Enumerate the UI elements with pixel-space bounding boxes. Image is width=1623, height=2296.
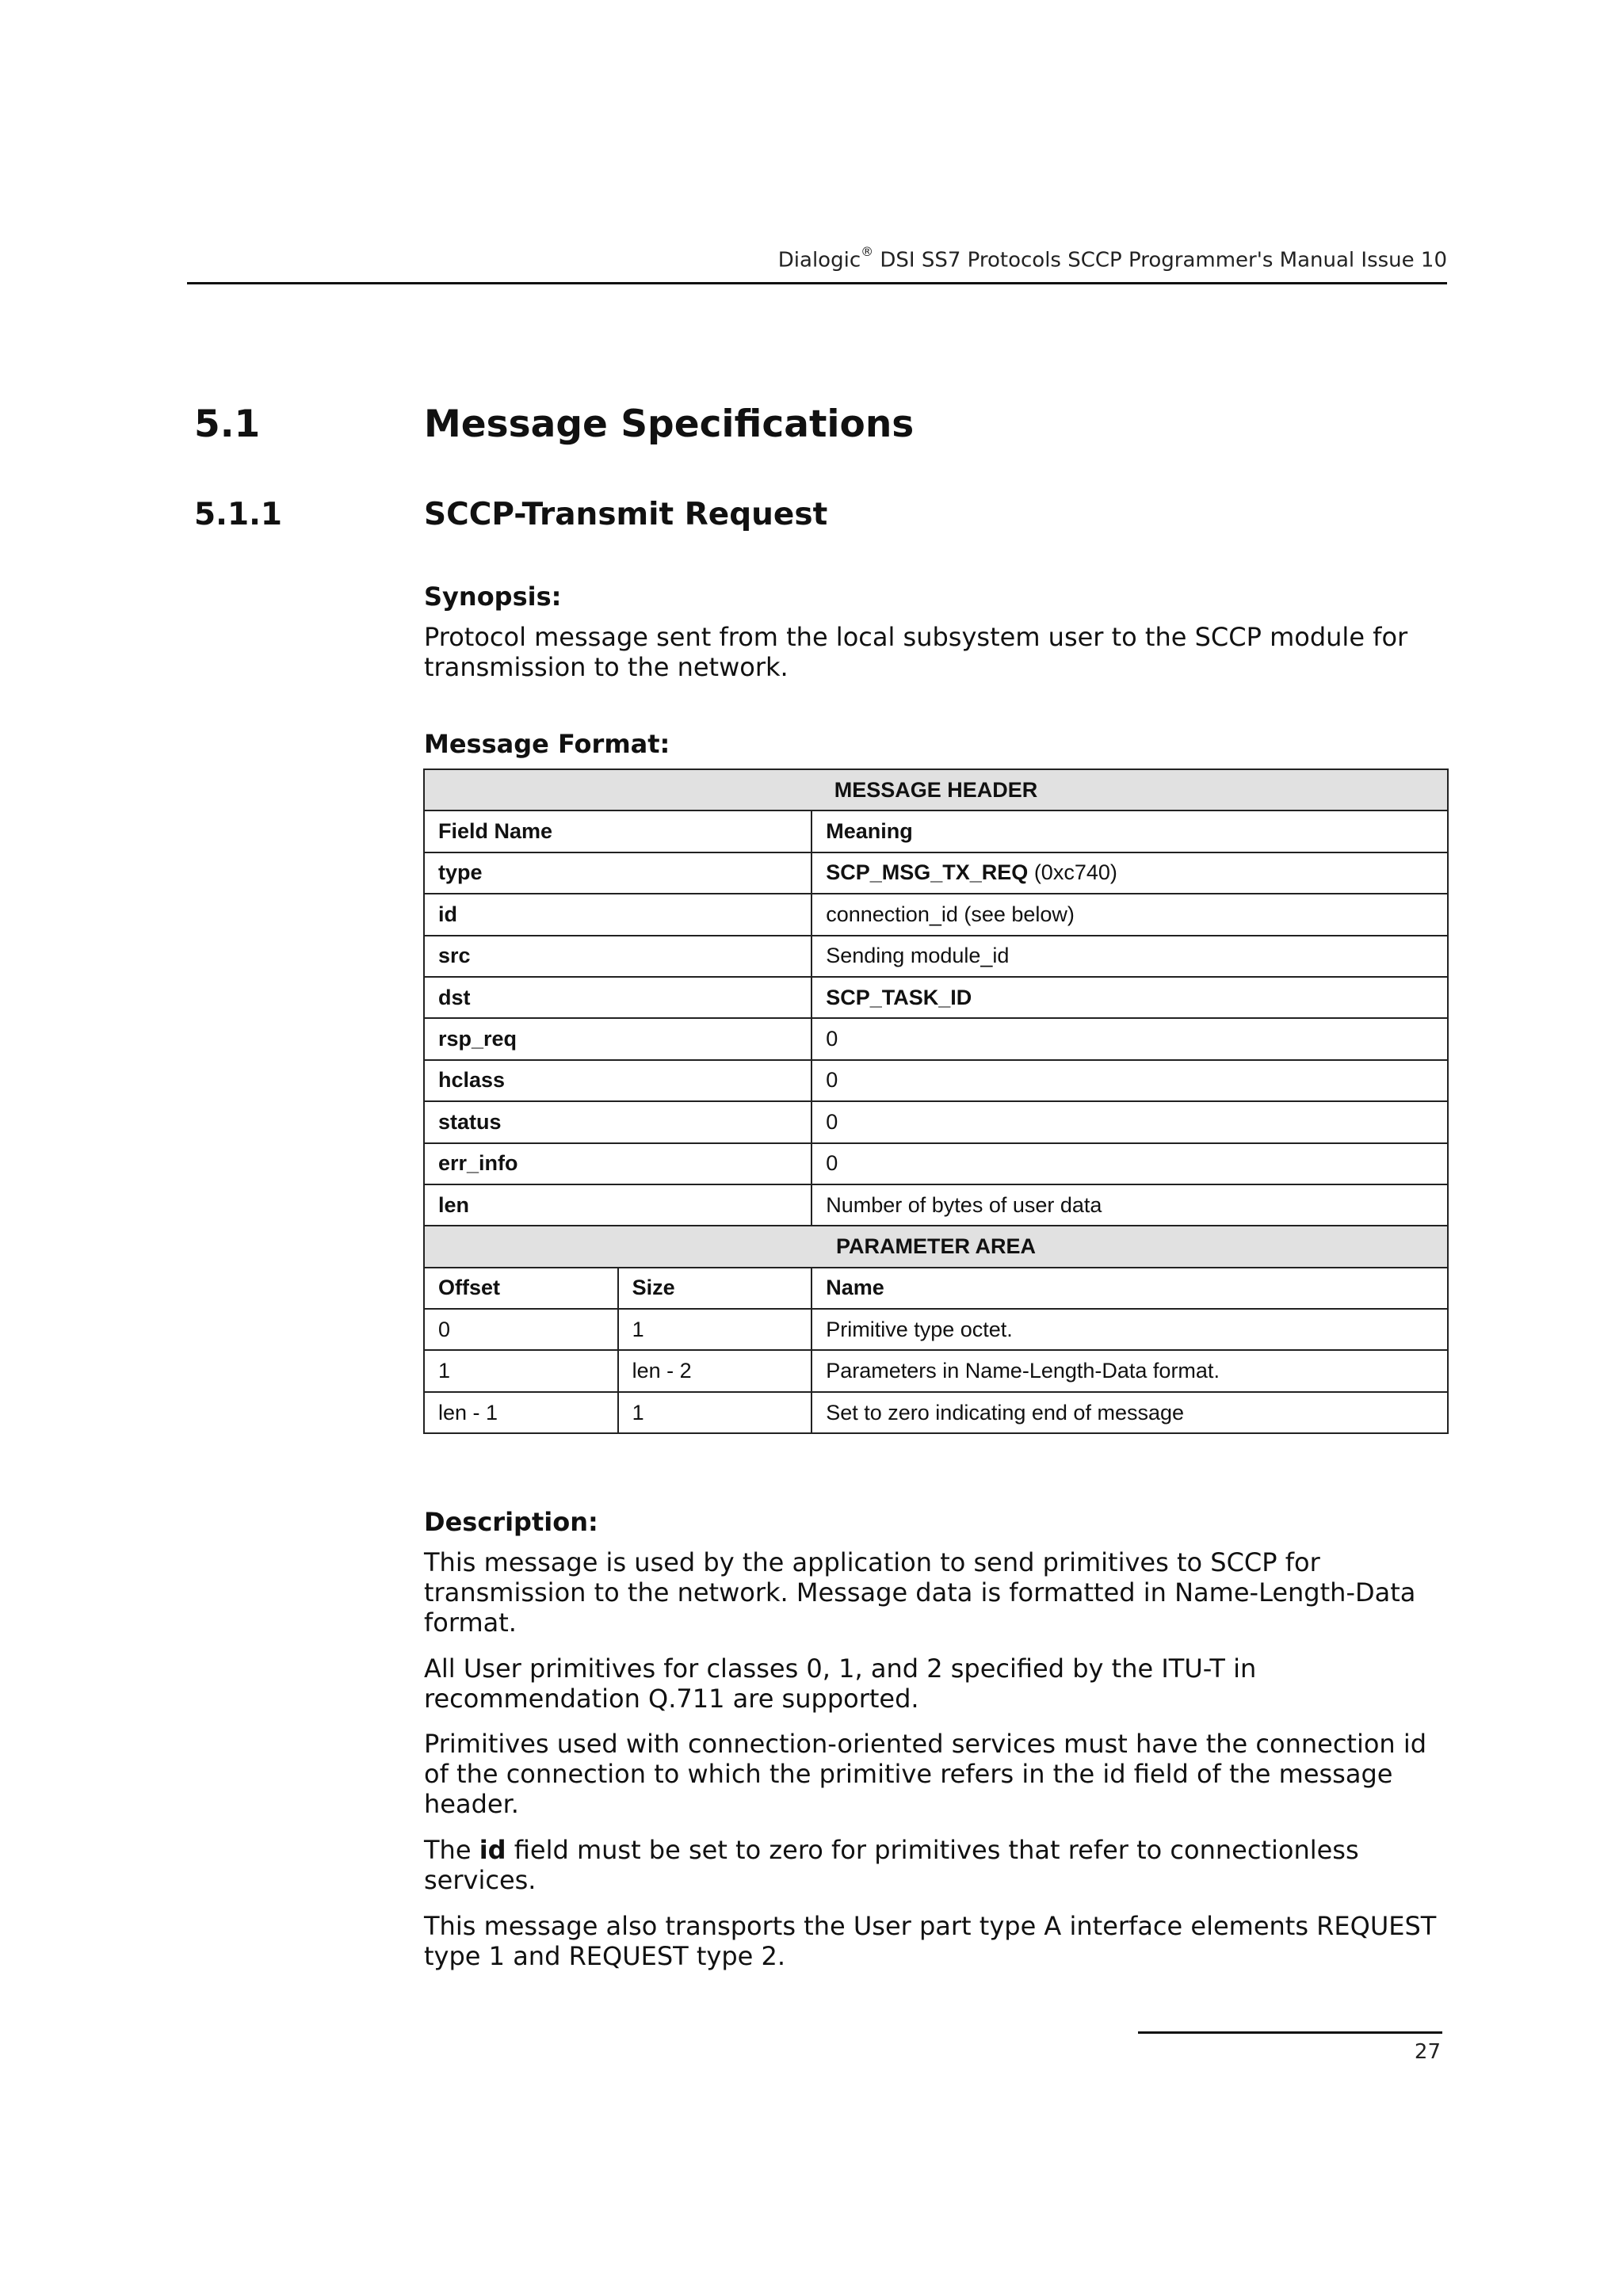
- description-paragraph-3: Primitives used with connection-oriented services must have the connection id of the connection to which the primitive refers in the id field of the message header.: [424, 1729, 1427, 1819]
- running-header: [777, 244, 1447, 273]
- table-row: [424, 1350, 1448, 1391]
- table-row: [424, 1184, 1448, 1226]
- p4-pre: The: [424, 1835, 479, 1865]
- meaning-bold: SCP_MSG_TX_REQ: [826, 860, 1029, 885]
- header-rule: [187, 282, 1447, 284]
- header-title-rest: DSI SS7 Protocols SCCP Programmer's Manual Issue 10: [873, 248, 1447, 273]
- name-cell: Set to zero indicating end of message: [812, 1392, 1448, 1433]
- field-name-cell: type: [424, 852, 812, 894]
- table-row: [424, 1060, 1448, 1101]
- table-row: [424, 894, 1448, 935]
- meaning-cell: [812, 1184, 1448, 1226]
- footer-rule: [1138, 2031, 1442, 2034]
- description-paragraph-2: All User primitives for classes 0, 1, and 2 specified by the ITU-T in recommendation Q.711 are supported.: [424, 1653, 1257, 1714]
- p4-post: field must be set to zero for primitives that refer to connectionless services.: [424, 1835, 1359, 1895]
- table-row: [424, 852, 1448, 894]
- table-row: [424, 936, 1448, 977]
- meaning-cell: [812, 1018, 1448, 1059]
- meaning-cell: [812, 1143, 1448, 1184]
- name-cell: Primitive type octet.: [812, 1309, 1448, 1350]
- table-row: [424, 977, 1448, 1018]
- meaning-cell: [812, 894, 1448, 935]
- offset-cell: len - 1: [424, 1392, 618, 1433]
- size-cell: 1: [618, 1309, 812, 1350]
- table-header-row: [424, 810, 1448, 852]
- table-row: [424, 1309, 1448, 1350]
- meaning-cell: [812, 977, 1448, 1018]
- page-number: 27: [1414, 2040, 1441, 2064]
- message-format-table: [423, 769, 1449, 1434]
- size-cell: len - 2: [618, 1350, 812, 1391]
- table-section-row: [424, 769, 1448, 810]
- column-header-name: Name: [812, 1268, 1448, 1309]
- description-paragraph-4: [424, 1835, 1451, 1895]
- field-name-cell: dst: [424, 977, 812, 1018]
- id-field-name: id: [479, 1835, 506, 1865]
- table-section-row: [424, 1226, 1448, 1267]
- meaning-cell: [812, 1060, 1448, 1101]
- column-header-meaning: Meaning: [812, 810, 1448, 852]
- meaning-text: 0: [826, 1027, 838, 1051]
- field-name-cell: err_info: [424, 1143, 812, 1184]
- meaning-text: (0xc740): [1028, 860, 1117, 885]
- synopsis-label: Synopsis:: [424, 582, 562, 612]
- field-name-cell: hclass: [424, 1060, 812, 1101]
- field-name-cell: id: [424, 894, 812, 935]
- meaning-text: 0: [826, 1109, 838, 1134]
- meaning-cell: [812, 852, 1448, 894]
- meaning-text: connection_id (see below): [826, 902, 1075, 926]
- size-cell: 1: [618, 1392, 812, 1433]
- offset-cell: 1: [424, 1350, 618, 1391]
- description-paragraph-1: This message is used by the application to send primitives to SCCP for transmission to the network. Message data is formatted in Name-Length-Data format.: [424, 1547, 1416, 1638]
- field-name-cell: rsp_req: [424, 1018, 812, 1059]
- description-paragraph-5: This message also transports the User part type A interface elements REQUEST type 1 and REQUEST type 2.: [424, 1911, 1437, 1971]
- column-header-offset: Offset: [424, 1268, 618, 1309]
- table-header-row: [424, 1268, 1448, 1309]
- meaning-cell: [812, 936, 1448, 977]
- header-brand: Dialogic: [777, 248, 861, 273]
- name-cell: Parameters in Name-Length-Data format.: [812, 1350, 1448, 1391]
- table-row: [424, 1143, 1448, 1184]
- field-name-cell: src: [424, 936, 812, 977]
- message-format-label: Message Format:: [424, 729, 670, 759]
- meaning-bold: SCP_TASK_ID: [826, 985, 972, 1009]
- field-name-cell: status: [424, 1101, 812, 1142]
- message-header-heading: MESSAGE HEADER: [424, 769, 1448, 810]
- section-title: Message Specifications: [424, 402, 915, 446]
- field-name-cell: len: [424, 1184, 812, 1226]
- meaning-text: Sending module_id: [826, 944, 1010, 968]
- description-label: Description:: [424, 1507, 598, 1537]
- synopsis-text: Protocol message sent from the local subsystem user to the SCCP module for transmission to the network.: [424, 622, 1408, 682]
- table-row: [424, 1018, 1448, 1059]
- registered-mark: ®: [861, 244, 874, 259]
- column-header-field-name: Field Name: [424, 810, 812, 852]
- parameter-area-heading: PARAMETER AREA: [424, 1226, 1448, 1267]
- subsection-title: SCCP-Transmit Request: [424, 497, 828, 532]
- meaning-text: Number of bytes of user data: [826, 1192, 1102, 1217]
- meaning-text: 0: [826, 1068, 838, 1093]
- column-header-size: Size: [618, 1268, 812, 1309]
- table-row: [424, 1392, 1448, 1433]
- section-number: 5.1: [194, 402, 261, 446]
- table-row: [424, 1101, 1448, 1142]
- meaning-cell: [812, 1101, 1448, 1142]
- offset-cell: 0: [424, 1309, 618, 1350]
- meaning-text: 0: [826, 1151, 838, 1176]
- subsection-number: 5.1.1: [194, 497, 283, 532]
